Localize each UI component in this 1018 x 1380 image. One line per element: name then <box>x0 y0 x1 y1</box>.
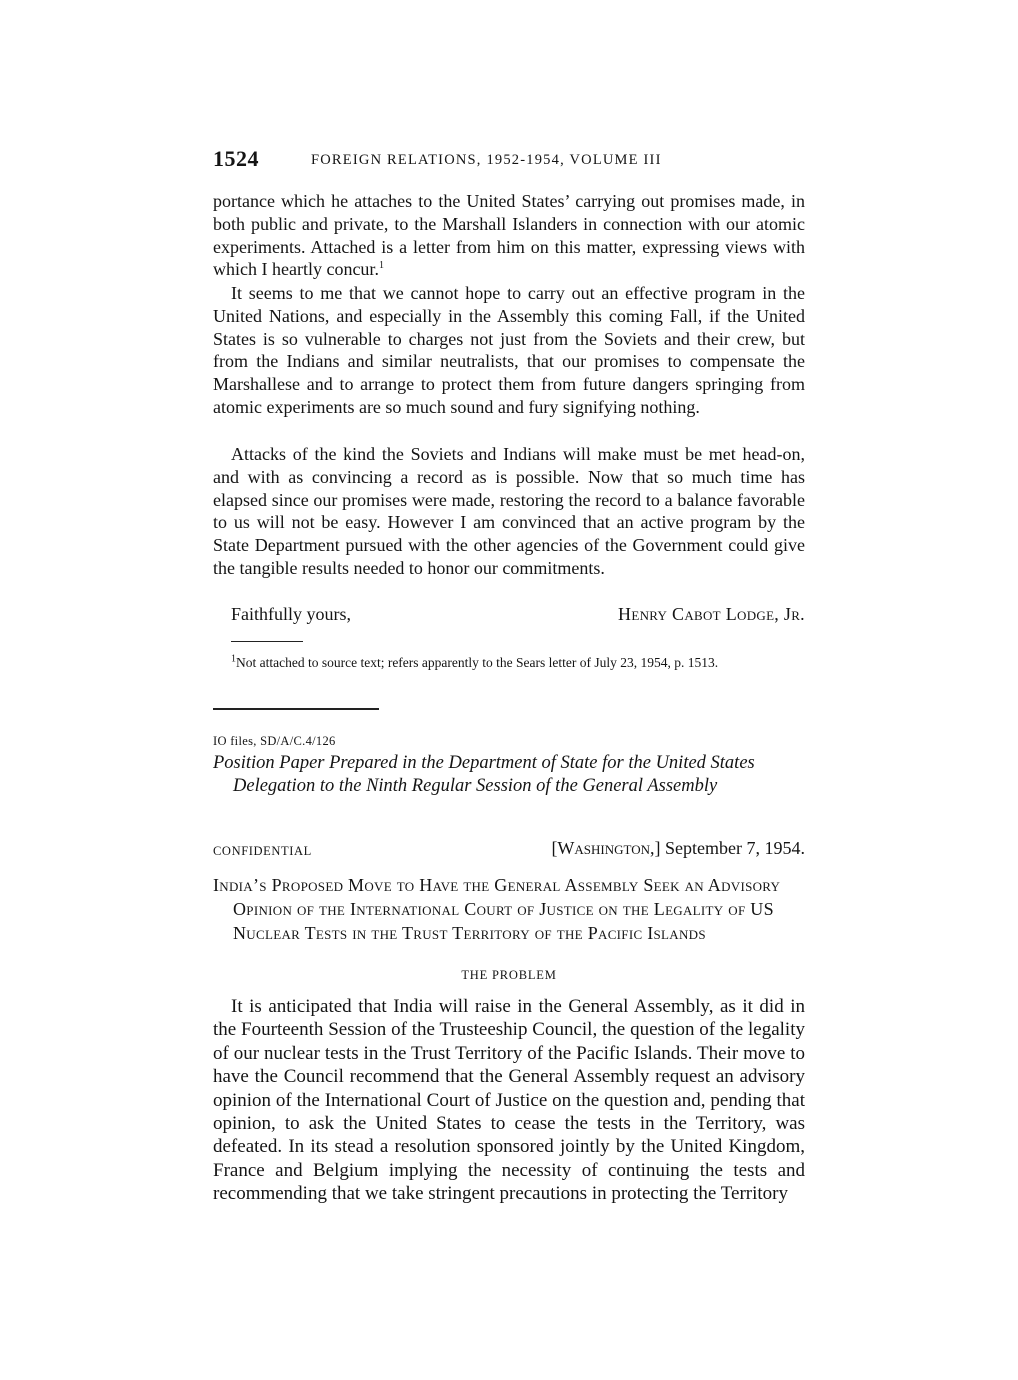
running-title: FOREIGN RELATIONS, 1952-1954, VOLUME III <box>311 152 662 168</box>
footnote-text: Not attached to source text; refers apparently to the Sears letter of July 23, 1954, p. 1513. <box>236 655 719 670</box>
letter-paragraph-3: Attacks of the kind the Soviets and Indians will make must be met head-on, and with as convincing a record as is possible. Now that so much time has elapsed since our promises were made, restoring the record to a balance favorable to us will not be easy. However I am convinced that an active program by the State Department pursued with the other agencies of the Government could give the tangible results needed to honor our commitments. <box>213 444 805 578</box>
classification: CONFIDENTIAL <box>213 844 312 858</box>
footnote-marker: 1 <box>231 653 236 665</box>
document-source: IO files, SD/A/C.4/126 <box>213 734 336 748</box>
place-and-date <box>551 838 805 859</box>
section-divider <box>213 708 379 710</box>
footnote <box>213 654 805 671</box>
footnote-reference: 1 <box>378 260 384 272</box>
letter-paragraph-2: It seems to me that we cannot hope to carry out an effective program in the United Nations, and especially in the Assembly this coming Fall, if the United States is so vulnerable to charges not just from the Soviets and their crew, but from the Indians and similar neutralists, that our promises to compensate the Marshallese and to arrange to protect them from future dangers springing from atomic experiments are so much sound and fury signifying nothing. <box>213 283 805 417</box>
footnote-divider <box>231 641 303 642</box>
place: [Washington,] <box>551 838 661 858</box>
page-header <box>213 146 805 176</box>
page-number: 1524 <box>213 146 259 171</box>
problem-paragraph: It is anticipated that India will raise in the General Assembly, as it did in the Fourteenth Session of the Trusteeship Council, the question of the legality of our nuclear tests in the Trust Territory of the Pacific Islands. Their move to have the Council recommend that the General Assembly request an advisory opinion of the International Court of Justice on the question and, pending that opinion, to ask the United States to cease the tests in the Territory, was defeated. In its stead a resolution sponsored jointly by the United Kingdom, France and Belgium implying the necessity of continuing the tests and recommending that we take stringent precautions in protecting the Territory <box>213 996 805 1205</box>
document-subject: India’s Proposed Move to Have the General Assembly Seek an Advisory Opinion of the International Court of Justice on the Legality of US Nuclear Tests in the Trust Territory of the Pacific Islands <box>213 875 781 943</box>
date: September 7, 1954. <box>665 838 805 858</box>
letter-paragraph-1-text: portance which he attaches to the United States’ carrying out promises made, in both public and private, to the Marshall Islanders in connection with our atomic experiments. Attached is a letter from him on this matter, expressing views with which I heartly concur. <box>213 191 805 280</box>
document-title: Position Paper Prepared in the Department of State for the United States Delegation to the Ninth Regular Session of the General Assembly <box>213 753 755 796</box>
section-heading: THE PROBLEM <box>461 968 557 982</box>
signature: Henry Cabot Lodge, Jr. <box>618 604 805 624</box>
letter-closing <box>213 604 805 628</box>
classification-line <box>213 838 805 862</box>
closing-salutation: Faithfully yours, <box>231 604 351 624</box>
letter-paragraph-1 <box>213 190 805 281</box>
